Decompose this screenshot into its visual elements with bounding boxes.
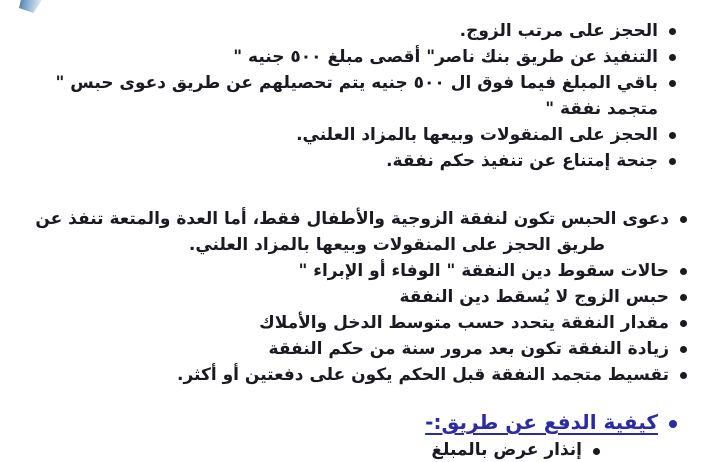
bullet-icon bbox=[669, 158, 676, 165]
list-item-text: إنذار عرض بالمبلغ bbox=[431, 440, 582, 460]
list-item bbox=[0, 438, 600, 462]
bullet-icon bbox=[680, 346, 687, 353]
list-item-text: دعوى الحبس تكون لنفقة الزوجية والأطفال فقط، أما العدة والمتعة تنفذ عن طريق الحجز على المنقولات وبيعها بالمزاد العلني. bbox=[35, 209, 669, 255]
bullet-icon bbox=[669, 28, 676, 35]
list-item-text: حبس الزوج لا يُسقط دين النفقة bbox=[399, 287, 669, 307]
section-heading: كيفية الدفع عن طريق:- bbox=[425, 410, 658, 434]
list-item-text: الحجز على مرتب الزوج. bbox=[459, 21, 658, 41]
bullet-icon bbox=[680, 294, 687, 301]
bullet-list-alimony-rules bbox=[0, 206, 720, 388]
list-item-text: باقي المبلغ فيما فوق ال ٥٠٠ جنيه يتم تحصيلهم عن طريق دعوى حبس " متجمد نفقة " bbox=[55, 73, 658, 119]
bullet-icon bbox=[680, 372, 687, 379]
list-item bbox=[20, 122, 676, 148]
list-item-text: الحجز على المنقولات وبيعها بالمزاد العلني. bbox=[296, 125, 658, 145]
list-item bbox=[22, 284, 687, 310]
bullet-icon bbox=[669, 132, 676, 139]
bullet-icon bbox=[593, 448, 600, 455]
list-item-text: تقسيط متجمد النفقة قبل الحكم يكون على دفعتين أو أكثر. bbox=[176, 365, 669, 385]
list-item bbox=[20, 148, 676, 174]
list-item bbox=[22, 258, 687, 284]
bullet-icon bbox=[669, 420, 677, 428]
list-item-text: مقدار النفقة يتحدد حسب متوسط الدخل والأملاك bbox=[259, 313, 669, 333]
list-item-text: زيادة النفقة تكون بعد مرور سنة من حكم النفقة bbox=[268, 339, 669, 359]
list-item bbox=[20, 44, 676, 70]
bullet-icon bbox=[680, 216, 687, 223]
list-item bbox=[22, 310, 687, 336]
section-heading-row bbox=[0, 408, 677, 436]
bullet-icon bbox=[680, 320, 687, 327]
bullet-list-enforcement-methods bbox=[0, 0, 720, 174]
list-item bbox=[20, 18, 676, 44]
list-item-text: حالات سقوط دين النفقة " الوفاء أو الإبراء " bbox=[298, 261, 669, 281]
list-item bbox=[20, 70, 676, 122]
list-item-text: التنفيذ عن طريق بنك ناصر" أقصى مبلغ ٥٠٠ جنيه " bbox=[233, 47, 658, 67]
bullet-icon bbox=[669, 80, 676, 87]
list-item bbox=[22, 336, 687, 362]
list-item bbox=[22, 362, 687, 388]
bullet-list-payment-methods bbox=[0, 438, 677, 462]
payment-methods-section bbox=[0, 408, 720, 462]
list-item-text: جنحة إمتناع عن تنفيذ حكم نفقة. bbox=[386, 151, 658, 171]
list-item bbox=[22, 206, 687, 258]
bullet-icon bbox=[680, 268, 687, 275]
bullet-icon bbox=[669, 54, 676, 61]
